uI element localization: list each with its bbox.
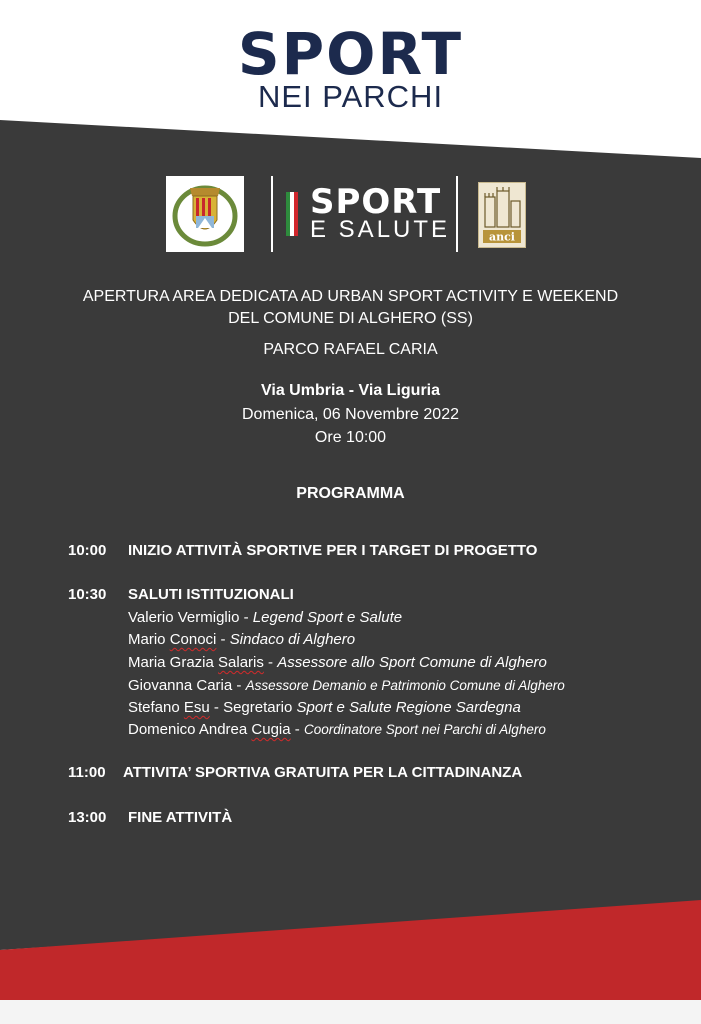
event-title — [0, 286, 701, 330]
anci-towers-icon — [479, 183, 525, 247]
sport-nei-parchi-logo — [0, 20, 701, 114]
speaker-role: Sindaco di Alghero — [229, 631, 356, 648]
event-date: Domenica, 06 Novembre 2022 — [241, 406, 459, 423]
speaker-name: Giovanna Caria — [128, 677, 233, 694]
schedule-title: SALUTI ISTITUZIONALI — [128, 586, 294, 603]
speaker-role: Sport e Salute Regione Sardegna — [296, 699, 521, 716]
italian-flag-icon — [286, 192, 298, 236]
speaker-separator: - — [263, 654, 278, 671]
schedule-title: FINE ATTIVITÀ — [128, 809, 233, 826]
speaker-role: Assessore Demanio e Patrimonio Comune di Alghero — [245, 678, 565, 693]
speaker-line — [128, 607, 402, 629]
schedule-item — [68, 540, 537, 562]
schedule-time: 13:00 — [68, 809, 107, 826]
speaker-surname: Salaris — [218, 654, 264, 671]
speaker-separator: - — [216, 631, 230, 648]
speaker-line — [128, 675, 565, 697]
speaker-line — [128, 652, 547, 674]
logo-divider — [456, 176, 458, 252]
crest-icon — [166, 176, 244, 252]
speaker-surname: Esu — [183, 699, 210, 716]
event-title-line2: DEL COMUNE DI ALGHERO (SS) — [228, 310, 473, 327]
sport-e-salute-line1: SPORT — [310, 182, 442, 222]
comune-alghero-crest — [166, 176, 244, 252]
schedule-item — [68, 584, 294, 606]
speaker-role: Assessore allo Sport Comune di Alghero — [277, 654, 547, 671]
speaker-line — [128, 697, 521, 719]
logo-sport-text: SPORT — [237, 20, 464, 88]
speaker-separator: - — [239, 609, 253, 626]
speaker-separator: - — [290, 721, 304, 738]
sport-e-salute-line2: E SALUTE — [310, 216, 451, 243]
speaker-name: Valerio Vermiglio — [128, 609, 240, 626]
speaker-line — [128, 629, 355, 651]
schedule-time: 10:30 — [68, 586, 107, 603]
speaker-first-name: Stefano — [128, 699, 184, 716]
logo-divider — [271, 176, 273, 252]
logo-nei-parchi-text: NEI PARCHI — [257, 79, 444, 114]
schedule-time: 11:00 — [68, 764, 106, 781]
schedule-title: ATTIVITA’ SPORTIVA GRATUITA PER LA CITTADINANZA — [123, 764, 523, 781]
speaker-first-name: Maria Grazia — [128, 654, 219, 671]
schedule-item — [68, 762, 522, 784]
speaker-first-name: Domenico Andrea — [128, 721, 252, 738]
bottom-strip — [0, 1000, 701, 1024]
programma-heading: PROGRAMMA — [296, 485, 405, 502]
speaker-role: Legend Sport e Salute — [252, 609, 403, 626]
speaker-surname: Conoci — [169, 631, 217, 648]
speaker-separator: - Segretario — [209, 699, 297, 716]
schedule-time: 10:00 — [68, 542, 107, 559]
sport-e-salute-logo — [310, 184, 450, 242]
speaker-role: Coordinatore Sport nei Parchi di Alghero — [303, 722, 546, 737]
event-time: Ore 10:00 — [314, 429, 387, 446]
speaker-separator: - — [232, 677, 246, 694]
speaker-line — [128, 719, 546, 741]
schedule-item — [68, 807, 232, 829]
speaker-surname: Cugia — [251, 721, 291, 738]
event-title-line1: APERTURA AREA DEDICATA AD URBAN SPORT ACTIVITY E WEEKEND — [82, 288, 619, 305]
event-address: Via Umbria - Via Liguria — [260, 382, 441, 399]
park-name: PARCO RAFAEL CARIA — [263, 341, 438, 358]
anci-logo — [478, 182, 526, 248]
schedule-title: INIZIO ATTIVITÀ SPORTIVE PER I TARGET DI PROGETTO — [128, 542, 538, 559]
anci-label: anci — [488, 230, 516, 244]
speaker-first-name: Mario — [128, 631, 170, 648]
partner-logos — [0, 174, 701, 254]
